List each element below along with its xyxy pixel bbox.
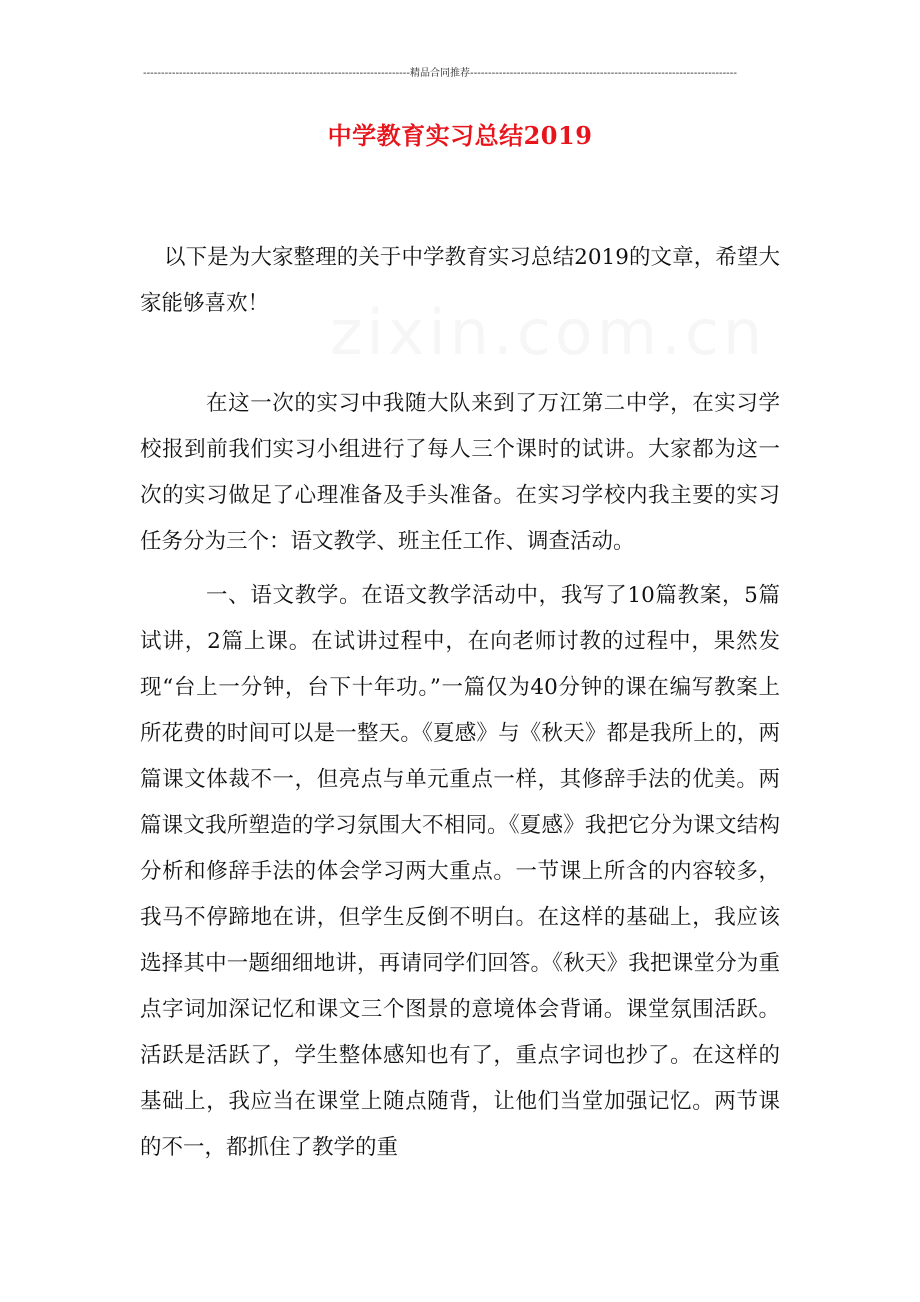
body-paragraph-1: 在这一次的实习中我随大队来到了万江第二中学，在实习学校报到前我们实习小组进行了每人三个课时的试讲。大家都为这一次的实习做足了心理准备及手头准备。在实习学校内我主要的实习任务分为三个：语文教学、班主任工作、调查活动。 xyxy=(140,391,780,554)
intro-paragraph: 以下是为大家整理的关于中学教育实习总结2019的文章，希望大家能够喜欢！ xyxy=(140,245,780,316)
body-paragraph-2: 一、语文教学。在语文教学活动中，我写了10篇教案，5篇试讲，2篇上课。在试讲过程中，在向老师讨教的过程中，果然发现“台上一分钟，台下十年功。”一篇仅为40分钟的课在编写教案上所花费的时间可以是一整天。《夏感》与《秋天》都是我所上的，两篇课文体裁不一，但亮点与单元重点一样，其修辞手法的优美。两篇课文我所塑造的学习氛围大不相同。《夏感》我把它分为课文结构分析和修辞手法的体会学习两大重点。一节课上所含的内容较多，我马不停蹄地在讲，但学生反倒不明白。在这样的基础上，我应该选择其中一题细细地讲，再请同学们回答。《秋天》我把课堂分为重点字词加深记忆和课文三个图景的意境体会背诵。课堂氛围活跃。活跃是活跃了，学生整体感知也有了，重点字词也抄了。在这样的基础上，我应当在课堂上随点随背，让他们当堂加强记忆。两节课的不一，都抓住了教学的重 xyxy=(140,583,780,1160)
document-title: 中学教育实习总结2019 xyxy=(327,121,593,150)
page-header-banner: --------------------------------------------------------------------------精品合同推荐-------------------------------------------------------------------------- xyxy=(142,68,738,79)
